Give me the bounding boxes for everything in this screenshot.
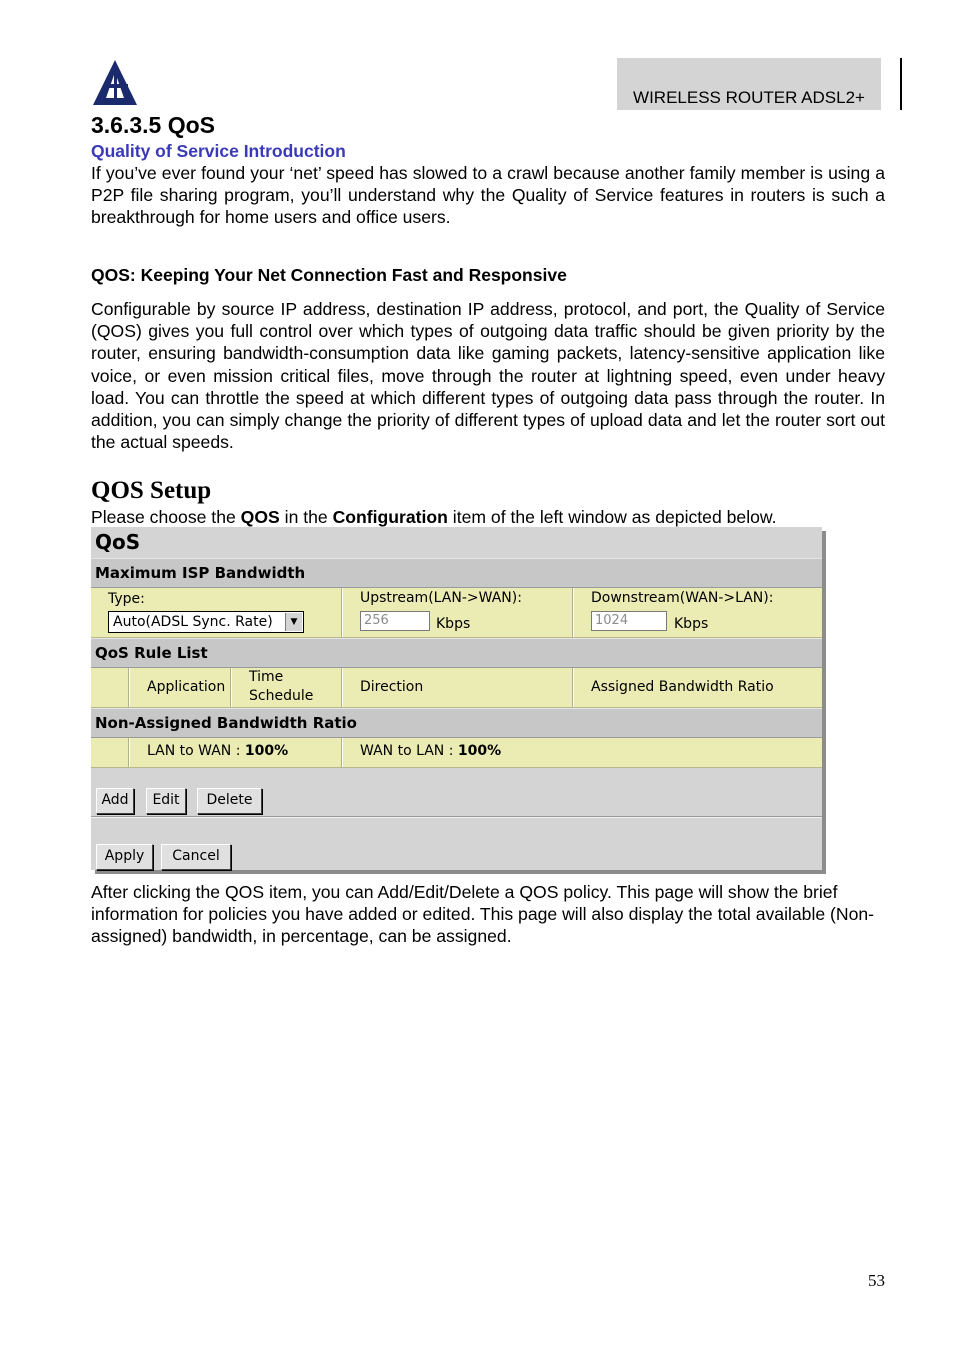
downstream-unit: Kbps <box>674 616 709 632</box>
setup-instruction <box>91 506 777 528</box>
column-ratio: Assigned Bandwidth Ratio <box>591 679 774 695</box>
column-divider <box>230 668 232 707</box>
type-select[interactable] <box>108 611 304 633</box>
lan-to-wan-label: LAN to WAN : <box>147 743 245 759</box>
chevron-down-icon[interactable]: ▼ <box>285 613 302 631</box>
non-assigned-header: Non-Assigned Bandwidth Ratio <box>95 714 357 732</box>
wan-to-lan <box>360 743 501 759</box>
bandwidth-row <box>91 588 822 638</box>
wan-to-lan-label: WAN to LAN : <box>360 743 458 759</box>
delete-button[interactable]: Delete <box>197 788 262 814</box>
downstream-input[interactable]: 1024 <box>591 611 667 631</box>
intro-heading: Quality of Service Introduction <box>91 141 346 161</box>
page-number: 53 <box>868 1271 885 1290</box>
column-direction: Direction <box>360 679 424 695</box>
setup-text-mid: in the <box>279 507 333 527</box>
qos-paragraph: Configurable by source IP address, destination IP address, protocol, and port, the Quality of Service (QOS) gives you full control over which types of outgoing data traffic should be given priority by the router, ensuring bandwidth-consumption data like gaming packets, latency-sensitive application like voice, or even mission critical files, move through the router at lightning speed, even under heavy load. You can throttle the speed at which different types of outgoing data pass through the router. In addition, you can simply change the priority of different types of upload data and let the router sort out the actual speeds. <box>91 299 885 453</box>
type-select-value: Auto(ADSL Sync. Rate) <box>113 614 273 630</box>
column-time: Time <box>249 669 284 685</box>
column-application: Application <box>147 679 226 695</box>
upstream-input[interactable]: 256 <box>360 611 430 631</box>
rule-list-header: QoS Rule List <box>95 644 208 662</box>
column-divider <box>341 668 343 707</box>
setup-text-qos: QOS <box>240 507 280 527</box>
setup-text-pre: Please choose the <box>91 507 241 527</box>
intro-paragraph: If you’ve ever found your ‘net’ speed has slowed to a crawl because another family member is using a P2P file sharing program, you’ll understand why the Quality of Service features in routers is such a breakthrough for home users and office users. <box>91 163 885 228</box>
edit-button[interactable]: Edit <box>146 788 186 814</box>
product-name: WIRELESS ROUTER ADSL2+ <box>633 88 865 107</box>
after-paragraph: After clicking the QOS item, you can Add/Edit/Delete a QOS policy. This page will show the brief information for policies you have added or edited. This page will also display the total available (Non-assigned) bandwidth, in percentage, can be assigned. <box>91 882 875 947</box>
lan-to-wan-value: 100% <box>244 743 289 759</box>
upstream-unit: Kbps <box>436 616 471 632</box>
rule-list-header-row <box>91 638 822 668</box>
column-divider <box>572 588 574 637</box>
max-bandwidth-header-row <box>91 558 822 588</box>
upstream-label: Upstream(LAN->WAN): <box>360 590 522 606</box>
company-logo <box>92 58 138 106</box>
qos-heading: QOS: Keeping Your Net Connection Fast and Responsive <box>91 265 567 285</box>
non-assigned-row <box>91 738 822 768</box>
downstream-label: Downstream(WAN->LAN): <box>591 590 774 606</box>
type-label: Type: <box>108 591 145 607</box>
add-button[interactable]: Add <box>96 788 134 814</box>
setup-text-post: item of the left window as depicted below. <box>447 507 777 527</box>
qos-screenshot <box>91 527 822 870</box>
max-bandwidth-header: Maximum ISP Bandwidth <box>95 564 306 582</box>
setup-title: QOS Setup <box>91 477 212 504</box>
column-divider <box>341 588 343 637</box>
column-divider <box>341 738 343 767</box>
panel-divider <box>91 816 822 818</box>
lan-to-wan <box>147 743 288 759</box>
header-divider <box>900 58 902 110</box>
rule-list-columns-row <box>91 668 822 708</box>
wan-to-lan-value: 100% <box>457 743 502 759</box>
setup-text-configuration: Configuration <box>332 507 448 527</box>
panel-title: QoS <box>95 530 141 554</box>
column-divider <box>128 668 130 707</box>
cancel-button[interactable]: Cancel <box>161 844 231 870</box>
apply-button[interactable]: Apply <box>96 844 153 870</box>
column-schedule: Schedule <box>249 688 314 704</box>
column-divider <box>128 738 130 767</box>
column-divider <box>572 668 574 707</box>
non-assigned-header-row <box>91 708 822 738</box>
section-title: 3.6.3.5 QoS <box>91 112 216 138</box>
